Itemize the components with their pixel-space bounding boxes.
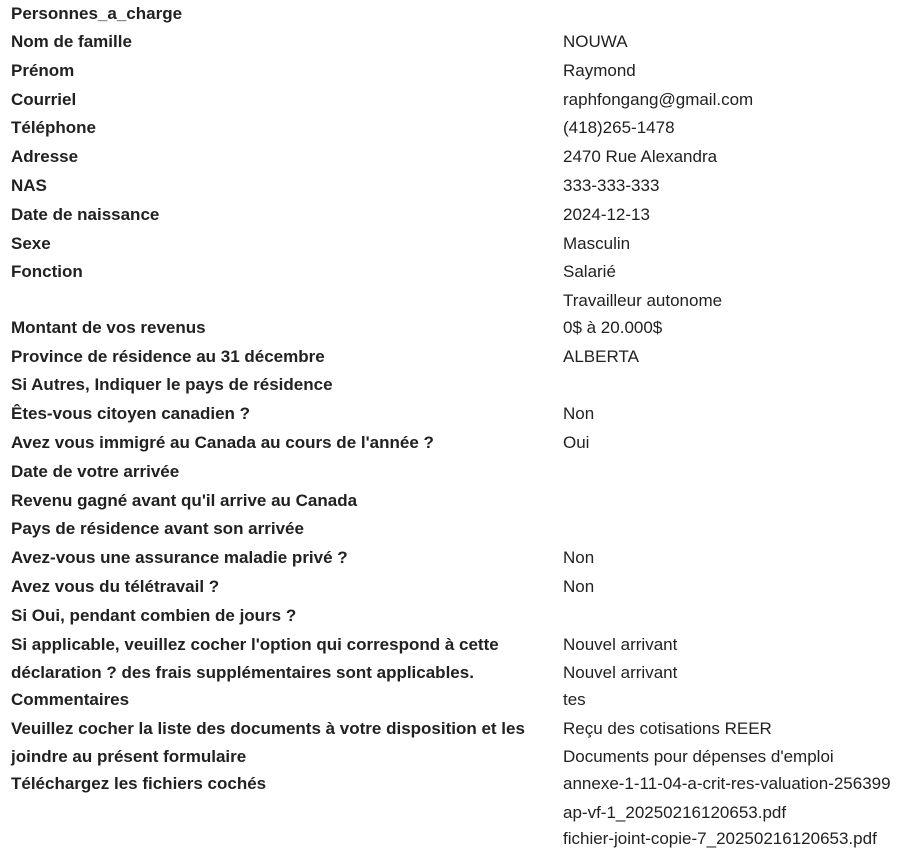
field-label	[11, 29, 541, 58]
field-label-line: Téléchargez les fichiers cochés	[11, 773, 267, 793]
field-value-line: Nouvel arrivant	[563, 634, 678, 654]
field-value	[563, 315, 903, 344]
field-value-line: ap-vf-1_20250216120653.pdf	[563, 802, 787, 822]
field-value	[563, 58, 903, 87]
field-label-line: Veuillez cocher la liste des documents à votre disposition et les	[11, 718, 525, 738]
field-label-line: Courriel	[11, 89, 77, 109]
field-label-line: Fonction	[11, 262, 83, 282]
field-value	[563, 144, 903, 173]
field-label-line: Nom de famille	[11, 32, 132, 51]
field-label	[11, 687, 541, 716]
field-value	[563, 202, 903, 231]
field-value	[563, 771, 903, 853]
field-label-line: Revenu gagné avant qu'il arrive au Canada	[11, 490, 358, 510]
field-value	[563, 115, 903, 144]
field-label	[11, 603, 541, 632]
field-value-line: Non	[563, 576, 595, 596]
field-value	[563, 29, 903, 58]
field-value-line: 0$ à 20.000$	[563, 317, 663, 337]
field-label-line: déclaration ? des frais supplémentaires sont applicables.	[11, 663, 474, 683]
field-value	[563, 401, 903, 430]
field-value-line: Non	[563, 548, 595, 568]
field-label-line: Si Autres, Indiquer le pays de résidence	[11, 375, 333, 395]
field-label	[11, 259, 541, 288]
field-value-line: NOUWA	[563, 32, 628, 51]
field-value	[563, 259, 903, 314]
section-title: Personnes_a_charge	[11, 4, 183, 23]
field-label-line: Sexe	[11, 233, 51, 253]
field-label-line: Si applicable, veuillez cocher l'option qui correspond à cette	[11, 634, 499, 654]
field-label	[11, 488, 541, 517]
field-value-line: 2470 Rue Alexandra	[563, 147, 718, 167]
field-value-line: (418)265-1478	[563, 118, 675, 138]
field-label-line: Date de naissance	[11, 204, 160, 224]
field-value	[563, 87, 903, 116]
field-value	[563, 344, 903, 373]
field-label-line: Adresse	[11, 147, 79, 167]
field-label	[11, 459, 541, 488]
field-value-line: raphfongang@gmail.com	[563, 89, 754, 109]
field-label-line: Avez vous du télétravail ?	[11, 576, 220, 596]
field-label	[11, 315, 541, 344]
field-label	[11, 771, 541, 800]
field-value-line: 333-333-333	[563, 176, 660, 195]
field-label-line: Êtes-vous citoyen canadien ?	[11, 404, 251, 424]
field-value	[563, 687, 903, 716]
field-label-line: Téléphone	[11, 118, 97, 138]
field-value-line: Documents pour dépenses d'emploi	[563, 747, 834, 767]
field-value-line: tes	[563, 689, 586, 709]
field-label	[11, 430, 541, 459]
field-label	[11, 58, 541, 87]
field-value-line: annexe-1-11-04-a-crit-res-valuation-256399	[563, 773, 891, 793]
field-label	[11, 632, 541, 690]
field-value-line: Nouvel arrivant	[563, 663, 678, 683]
field-value-line: Raymond	[563, 60, 636, 80]
field-value	[563, 574, 903, 603]
field-value-line: Masculin	[563, 233, 631, 253]
field-label-line: Prénom	[11, 60, 75, 80]
field-label-line: joindre au présent formulaire	[11, 747, 247, 767]
field-value	[563, 231, 903, 260]
field-value-line: Oui	[563, 432, 590, 452]
field-value-line: Reçu des cotisations REER	[563, 718, 772, 738]
field-label	[11, 144, 541, 173]
field-value-line: ALBERTA	[563, 346, 639, 366]
field-value-line: Salarié	[563, 262, 616, 282]
field-label	[11, 115, 541, 144]
field-label-line: Date de votre arrivée	[11, 461, 180, 481]
field-label	[11, 344, 541, 373]
field-label-line: Pays de résidence avant son arrivée	[11, 519, 304, 539]
field-label	[11, 372, 541, 401]
field-label	[11, 202, 541, 231]
field-label-line: Avez vous immigré au Canada au cours de l'année ?	[11, 432, 434, 452]
field-value-line: Travailleur autonome	[563, 291, 723, 311]
field-value	[563, 430, 903, 459]
field-label	[11, 574, 541, 603]
field-label	[11, 87, 541, 116]
field-label-line: Montant de vos revenus	[11, 317, 206, 337]
field-value-line: fichier-joint-copie-7_20250216120653.pdf	[563, 829, 877, 849]
field-label-line: Commentaires	[11, 689, 130, 709]
field-label-line: NAS	[11, 176, 47, 195]
field-label-line: Avez-vous une assurance maladie privé ?	[11, 548, 348, 568]
field-label	[11, 716, 541, 774]
field-label	[11, 231, 541, 260]
field-label-line: Province de résidence au 31 décembre	[11, 346, 325, 366]
field-label	[11, 173, 541, 202]
field-value	[563, 173, 903, 202]
field-value	[563, 716, 903, 771]
field-value-line: 2024-12-13	[563, 204, 650, 224]
field-value	[563, 545, 903, 574]
field-label	[11, 516, 541, 545]
field-label-line: Si Oui, pendant combien de jours ?	[11, 605, 297, 625]
field-value-line: Non	[563, 404, 595, 424]
field-label	[11, 401, 541, 430]
field-value	[563, 632, 903, 687]
field-label	[11, 545, 541, 574]
